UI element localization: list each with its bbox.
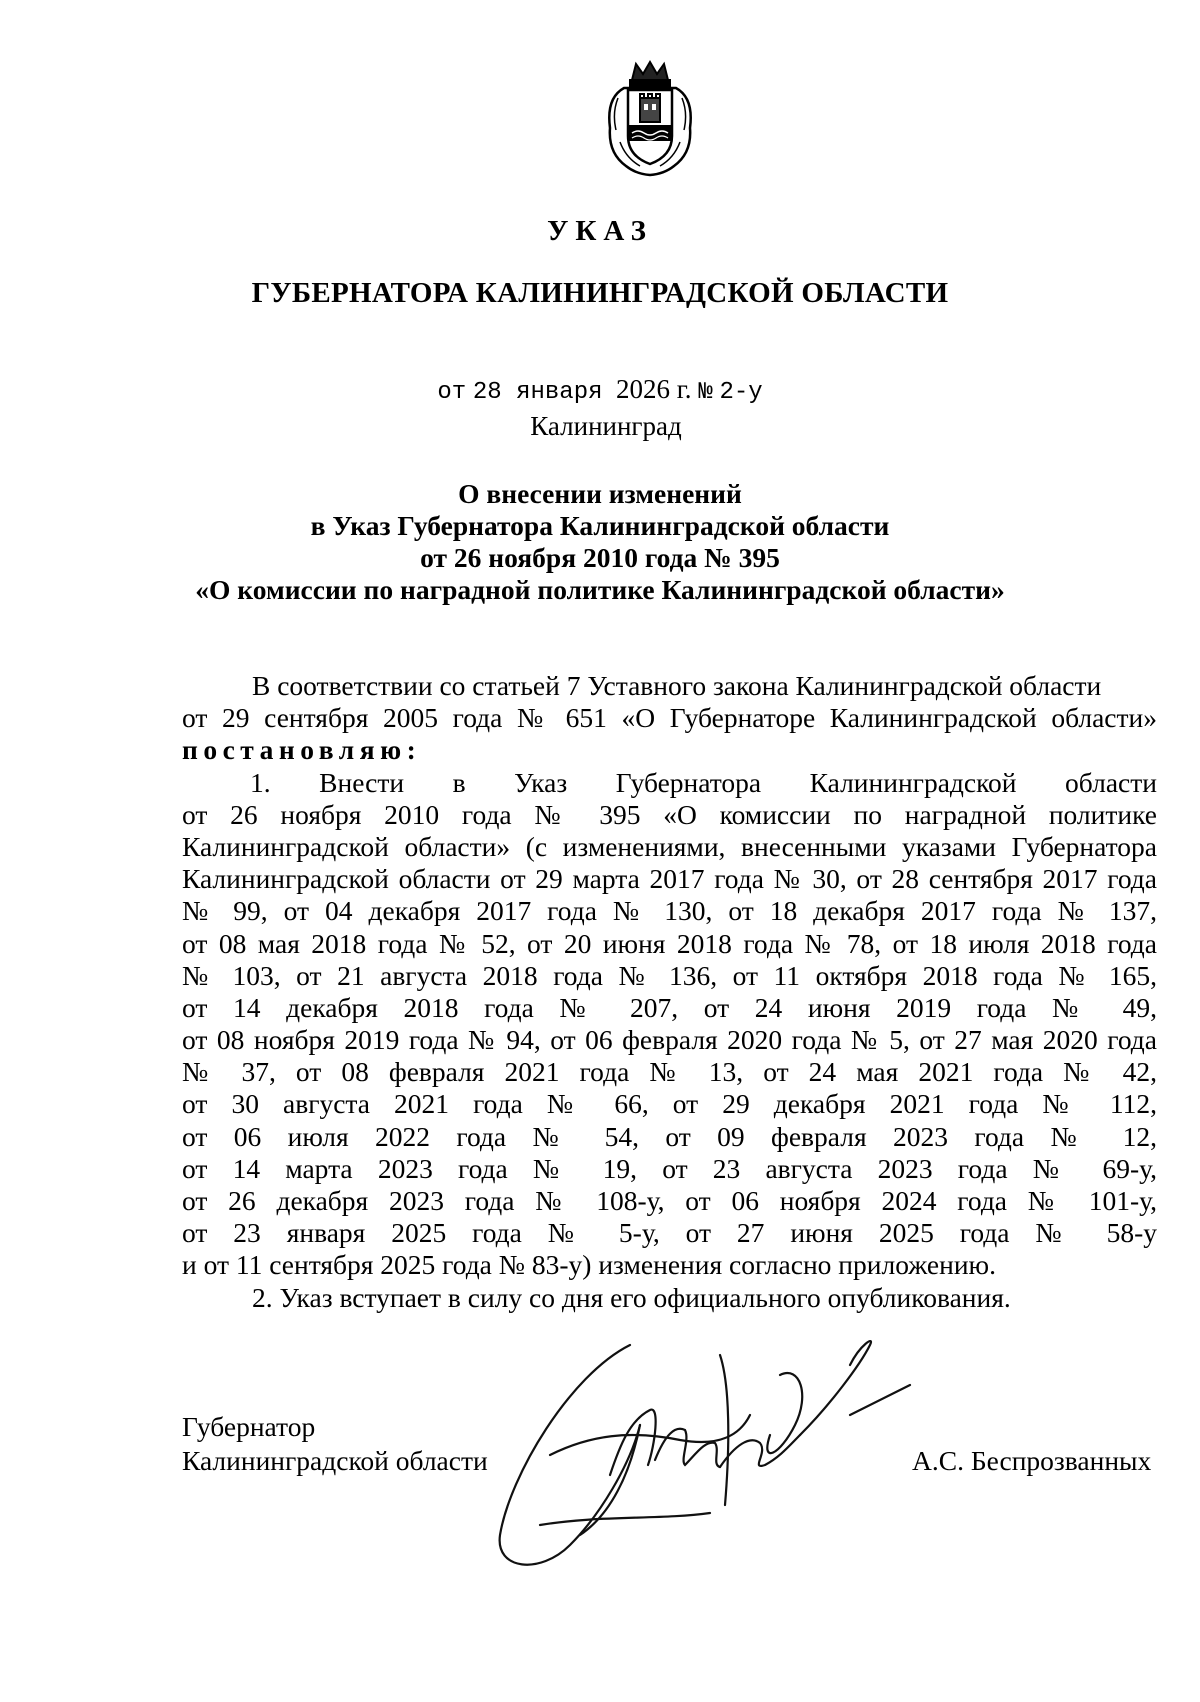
coat-of-arms-icon <box>596 58 704 178</box>
item1-line: Калининградской области от 29 марта 2017 года № 30, от 28 сентября 2017 года <box>182 863 1157 895</box>
signer-position-line: Губернатор <box>182 1411 316 1442</box>
signer-position <box>182 1410 488 1478</box>
item1-line: от 06 июля 2022 года № 54, от 09 февраля 2023 года № 12, <box>182 1120 1157 1152</box>
handwritten-signature <box>480 1325 940 1575</box>
item1-line: от 26 ноября 2010 года № 395 «О комиссии по наградной политике <box>182 798 1157 830</box>
issuer-heading: ГУБЕРНАТОРА КАЛИНИНГРАДСКОЙ ОБЛАСТИ <box>251 277 949 309</box>
subject-line: «О комиссии по наградной политике Калининградской области» <box>195 574 1005 605</box>
signer-name: А.С. Беспрозванных <box>912 1445 1152 1476</box>
preamble-line: В соответствии со статьей 7 Уставного закона Калининградской области <box>252 670 1102 701</box>
item1-line: № 37, от 08 февраля 2021 года № 13, от 24 мая 2021 года № 42, <box>182 1056 1157 1088</box>
item1-line: 1. Внести в Указ Губернатора Калининградской области <box>250 766 1157 798</box>
decree-subject <box>0 478 1200 606</box>
item1-line: и от 11 сентября 2025 года № 83-у) изменения согласно приложению. <box>182 1249 996 1281</box>
item1-line: от 26 декабря 2023 года № 108-у, от 06 ноября 2024 года № 101-у, <box>182 1185 1157 1216</box>
place-of-issue: Калининград <box>530 411 682 441</box>
subject-line: от 26 ноября 2010 года № 395 <box>420 542 780 573</box>
decree-date-number <box>0 374 1200 406</box>
signer-position-line: Калининградской области <box>182 1445 488 1476</box>
date-year: 2026 г. <box>616 374 692 404</box>
decree-number: 2-у <box>719 379 763 406</box>
item1-line: от 23 января 2025 года № 5-у, от 27 июня 2025 года № 58-у <box>182 1217 1157 1249</box>
item1-line: от 08 ноября 2019 года № 94, от 06 февраля 2020 года № 5, от 27 мая 2020 года <box>182 1024 1157 1056</box>
preamble-line: от 29 сентября 2005 года № 651 «О Губернаторе Калининградской области» <box>182 702 1157 734</box>
item1-line: от 30 августа 2021 года № 66, от 29 декабря 2021 года № 112, <box>182 1088 1157 1120</box>
decree-body <box>182 670 1157 1314</box>
subject-line: О внесении изменений <box>458 478 742 509</box>
subject-line: в Указ Губернатора Калининградской области <box>310 510 890 541</box>
item1-line: Калининградской области» (с изменениями, внесенными указами Губернатора <box>182 830 1157 862</box>
date-day-month: 28 января <box>472 379 603 406</box>
date-prefix: от <box>437 379 467 406</box>
item1-line: № 99, от 04 декабря 2017 года № 130, от 18 декабря 2017 года № 137, <box>182 895 1157 927</box>
decree-word: постановляю: <box>182 734 422 766</box>
item1-line: от 14 декабря 2018 года № 207, от 24 июня 2019 года № 49, <box>182 991 1157 1023</box>
item1-line: от 08 мая 2018 года № 52, от 20 июня 2018 года № 78, от 18 июля 2018 года <box>182 927 1157 959</box>
item1-line: от 14 марта 2023 года № 19, от 23 августа 2023 года № 69-у, <box>182 1152 1157 1184</box>
document-type-heading: УКАЗ <box>547 215 653 247</box>
item2-line: 2. Указ вступает в силу со дня его официального опубликования. <box>252 1281 1011 1313</box>
number-label: № <box>698 379 713 406</box>
item1-line: № 103, от 21 августа 2018 года № 136, от 11 октября 2018 года № 165, <box>182 959 1157 991</box>
